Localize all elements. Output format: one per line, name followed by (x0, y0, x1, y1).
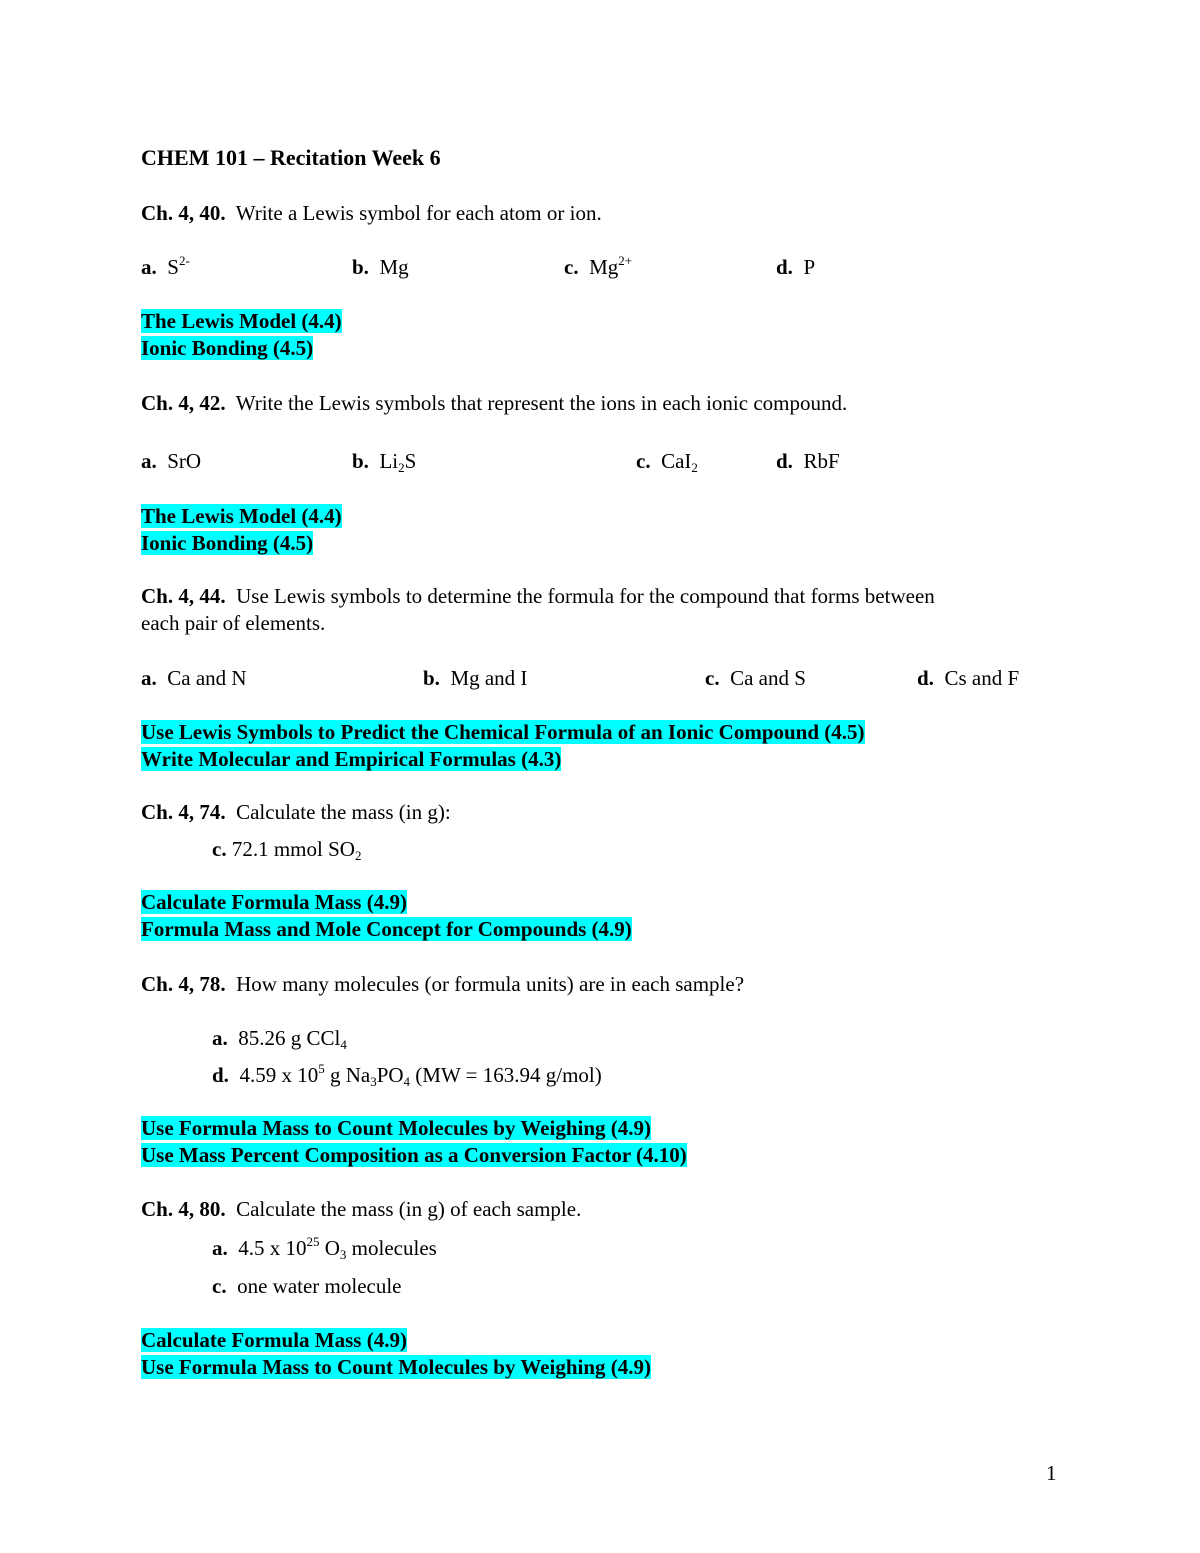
question-44 (141, 583, 935, 609)
question-text: How many molecules (or formula units) are in each sample? (236, 972, 745, 996)
topic-tag: The Lewis Model (4.4) (141, 504, 342, 528)
option-c: c. Ca and S (705, 666, 806, 690)
topic-tag: Formula Mass and Mole Concept for Compounds (4.9) (141, 917, 632, 941)
question-42 (141, 390, 847, 416)
question-text: Write a Lewis symbol for each atom or ion. (235, 201, 602, 225)
topic-tag: The Lewis Model (4.4) (141, 309, 342, 333)
option-b: b. Mg (352, 255, 409, 279)
option-c: c. CaI$_2$ (636, 449, 698, 475)
topic-tag: Use Lewis Symbols to Predict the Chemical Formula of an Ionic Compound (4.5) (141, 720, 865, 744)
option-b: b. $Li_2S$ (352, 449, 417, 475)
option-b: b. Mg and I (423, 666, 528, 690)
topic-tag: Use Formula Mass to Count Molecules by Weighing (4.9) (141, 1355, 652, 1379)
question-number: Ch. 4, 44. (141, 584, 226, 608)
option-c: c. 72.1 mmol $SO_2$ (212, 837, 362, 863)
option-a: a. SrO (141, 449, 202, 473)
page-number: 1 (1046, 1461, 1057, 1485)
topic-tag: Write Molecular and Empirical Formulas (4.3) (141, 747, 562, 771)
option-d: d. 4.59 x $10^5$ g $Na_3PO_4$ (MW = 163.94 g/mol) (212, 1061, 602, 1089)
option-c: c. $Mg^{2+}$ (564, 253, 633, 279)
topic-tag: Calculate Formula Mass (4.9) (141, 1328, 407, 1352)
question-number: Ch. 4, 42. (141, 391, 226, 415)
topic-tag: Ionic Bonding (4.5) (141, 336, 314, 360)
page-title: CHEM 101 – Recitation Week 6 (141, 145, 441, 170)
option-d: d. P (776, 255, 816, 279)
topic-tag: Use Mass Percent Composition as a Conversion Factor (4.10) (141, 1143, 687, 1167)
question-text: Write the Lewis symbols that represent the ions in each ionic compound. (235, 391, 848, 415)
topic-tag: Use Formula Mass to Count Molecules by Weighing (4.9) (141, 1116, 652, 1140)
option-a: a. 4.5 x $10^{25}$ $O_3$ molecules (212, 1234, 437, 1262)
question-number: Ch. 4, 80. (141, 1197, 226, 1221)
topic-tag: Calculate Formula Mass (4.9) (141, 890, 407, 914)
question-text: Use Lewis symbols to determine the formula for the compound that forms between (236, 584, 935, 608)
question-40 (141, 200, 602, 226)
question-number: Ch. 4, 78. (141, 972, 226, 996)
topic-tag: Ionic Bonding (4.5) (141, 531, 314, 555)
question-number: Ch. 4, 74. (141, 800, 226, 824)
question-78 (141, 971, 744, 997)
option-d: d. Cs and F (917, 666, 1020, 690)
question-number: Ch. 4, 40. (141, 201, 226, 225)
option-a: a. $S^{2-}$ (141, 253, 190, 279)
question-text-cont: each pair of elements. (141, 611, 326, 635)
question-text: Calculate the mass (in g): (236, 800, 451, 824)
option-a: a. Ca and N (141, 666, 247, 690)
option-c: c. one water molecule (212, 1274, 402, 1298)
option-a: a. 85.26 g CCl$_4$ (212, 1026, 347, 1052)
question-text: Calculate the mass (in g) of each sample. (236, 1197, 582, 1221)
question-80 (141, 1196, 581, 1222)
question-74 (141, 799, 451, 825)
option-d: d. RbF (776, 449, 840, 473)
